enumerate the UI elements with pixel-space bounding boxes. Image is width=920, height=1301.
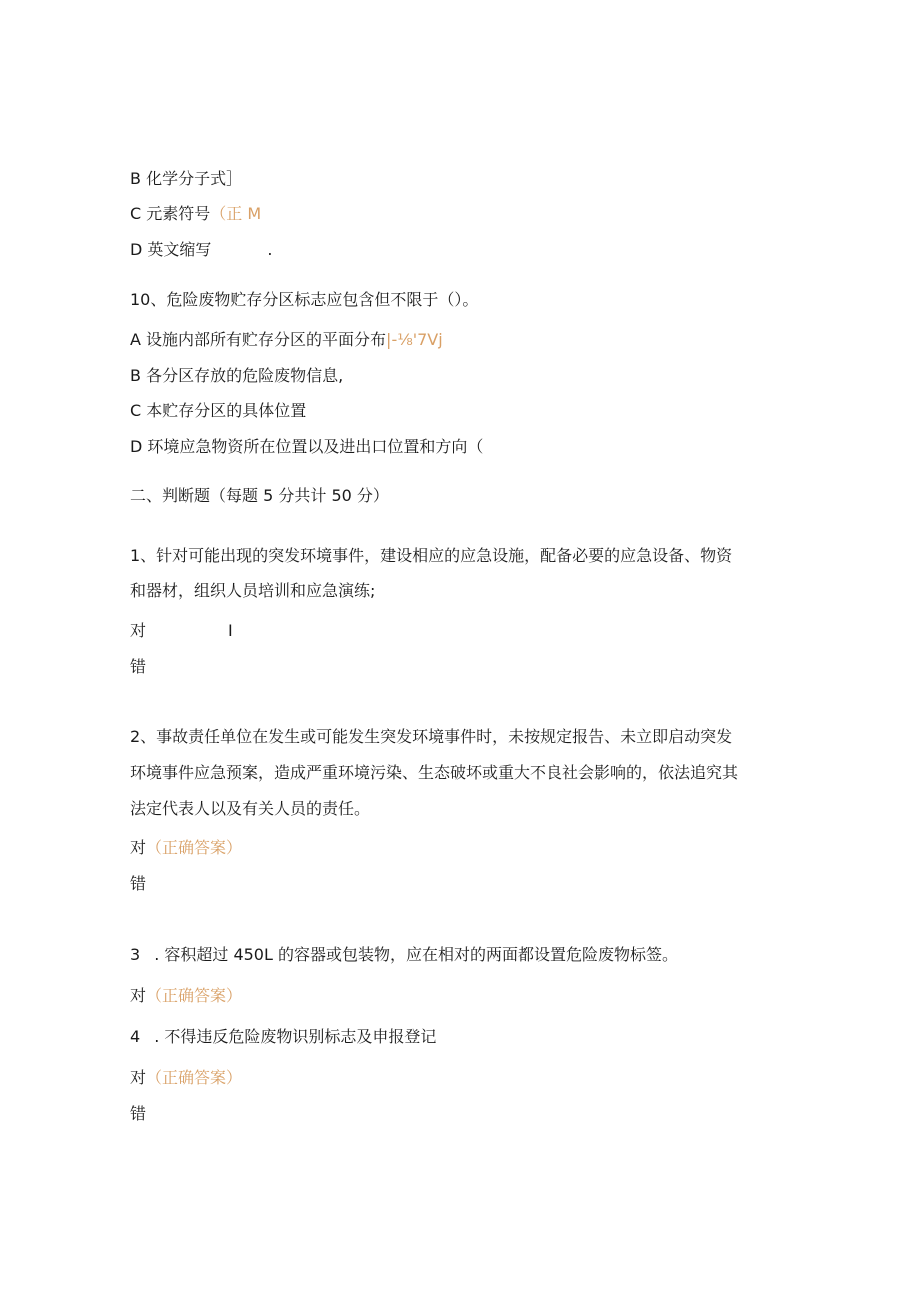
tf3-true-label: 对 xyxy=(130,986,147,1005)
tf1-question-line2: 和器材，组织人员培训和应急演练; xyxy=(130,581,376,600)
tf1-option-false: 错 xyxy=(130,657,147,676)
q9-option-c xyxy=(130,203,261,225)
q9-option-c-mark: （正 M xyxy=(210,204,262,223)
tf4-number: 4 xyxy=(130,1027,141,1046)
tf2-true-label: 对 xyxy=(130,838,147,857)
tf2-question-line2: 环境事件应急预案，造成严重环境污染、生态破坏或重大不良社会影响的，依法追究其 xyxy=(130,763,739,782)
section2-heading: 二、判断题（每题 5 分共计 50 分） xyxy=(130,486,389,505)
tf1-true-label: 对 xyxy=(130,621,147,640)
q9-option-c-text: C 元素符号 xyxy=(130,204,211,223)
tf4-option-true xyxy=(130,1067,242,1089)
tf1-question-line1: 1、针对可能出现的突发环境事件，建设相应的应急设施，配备必要的应急设备、物资 xyxy=(130,546,733,565)
tf4-true-label: 对 xyxy=(130,1068,147,1087)
q10-option-a-text: A 设施内部所有贮存分区的平面分布 xyxy=(130,330,387,349)
tf2-true-mark: （正确答案） xyxy=(146,838,243,857)
tf4-text: . 不得违反危险废物识别标志及申报登记 xyxy=(154,1027,437,1046)
tf1-true-mark: I xyxy=(228,621,233,640)
tf2-option-true xyxy=(130,837,242,859)
tf4-true-mark: （正确答案） xyxy=(146,1068,243,1087)
q10-option-a xyxy=(130,329,443,351)
q9-option-d-text: D 英文缩写 xyxy=(130,240,212,259)
tf2-question-line1: 2、事故责任单位在发生或可能发生突发环境事件时，未按规定报告、未立即启动突发 xyxy=(130,727,733,746)
tf4-question xyxy=(130,1026,436,1048)
tf3-true-mark: （正确答案） xyxy=(146,986,243,1005)
tf1-option-true xyxy=(130,620,233,642)
tf3-text: . 容积超过 450L 的容器或包装物，应在相对的两面都设置危险废物标签。 xyxy=(154,945,678,964)
q9-option-d-mark: . xyxy=(267,240,273,259)
q10-question: 10、危险废物贮存分区标志应包含但不限于（）。 xyxy=(130,290,479,309)
q9-option-d xyxy=(130,239,273,261)
tf4-option-false: 错 xyxy=(130,1104,147,1123)
q10-option-d: D 环境应急物资所在位置以及进出口位置和方向（ xyxy=(130,437,484,456)
q10-option-b: B 各分区存放的危险废物信息, xyxy=(130,366,344,385)
tf3-number: 3 xyxy=(130,945,141,964)
tf3-option-true xyxy=(130,985,242,1007)
tf2-question-line3: 法定代表人以及有关人员的责任。 xyxy=(130,799,371,818)
q9-option-b: B 化学分子式］ xyxy=(130,169,243,188)
q10-option-a-mark: |-⅛'7Vj xyxy=(386,330,443,349)
tf3-question xyxy=(130,944,678,966)
q10-option-c: C 本贮存分区的具体位置 xyxy=(130,401,307,420)
tf2-option-false: 错 xyxy=(130,874,147,893)
